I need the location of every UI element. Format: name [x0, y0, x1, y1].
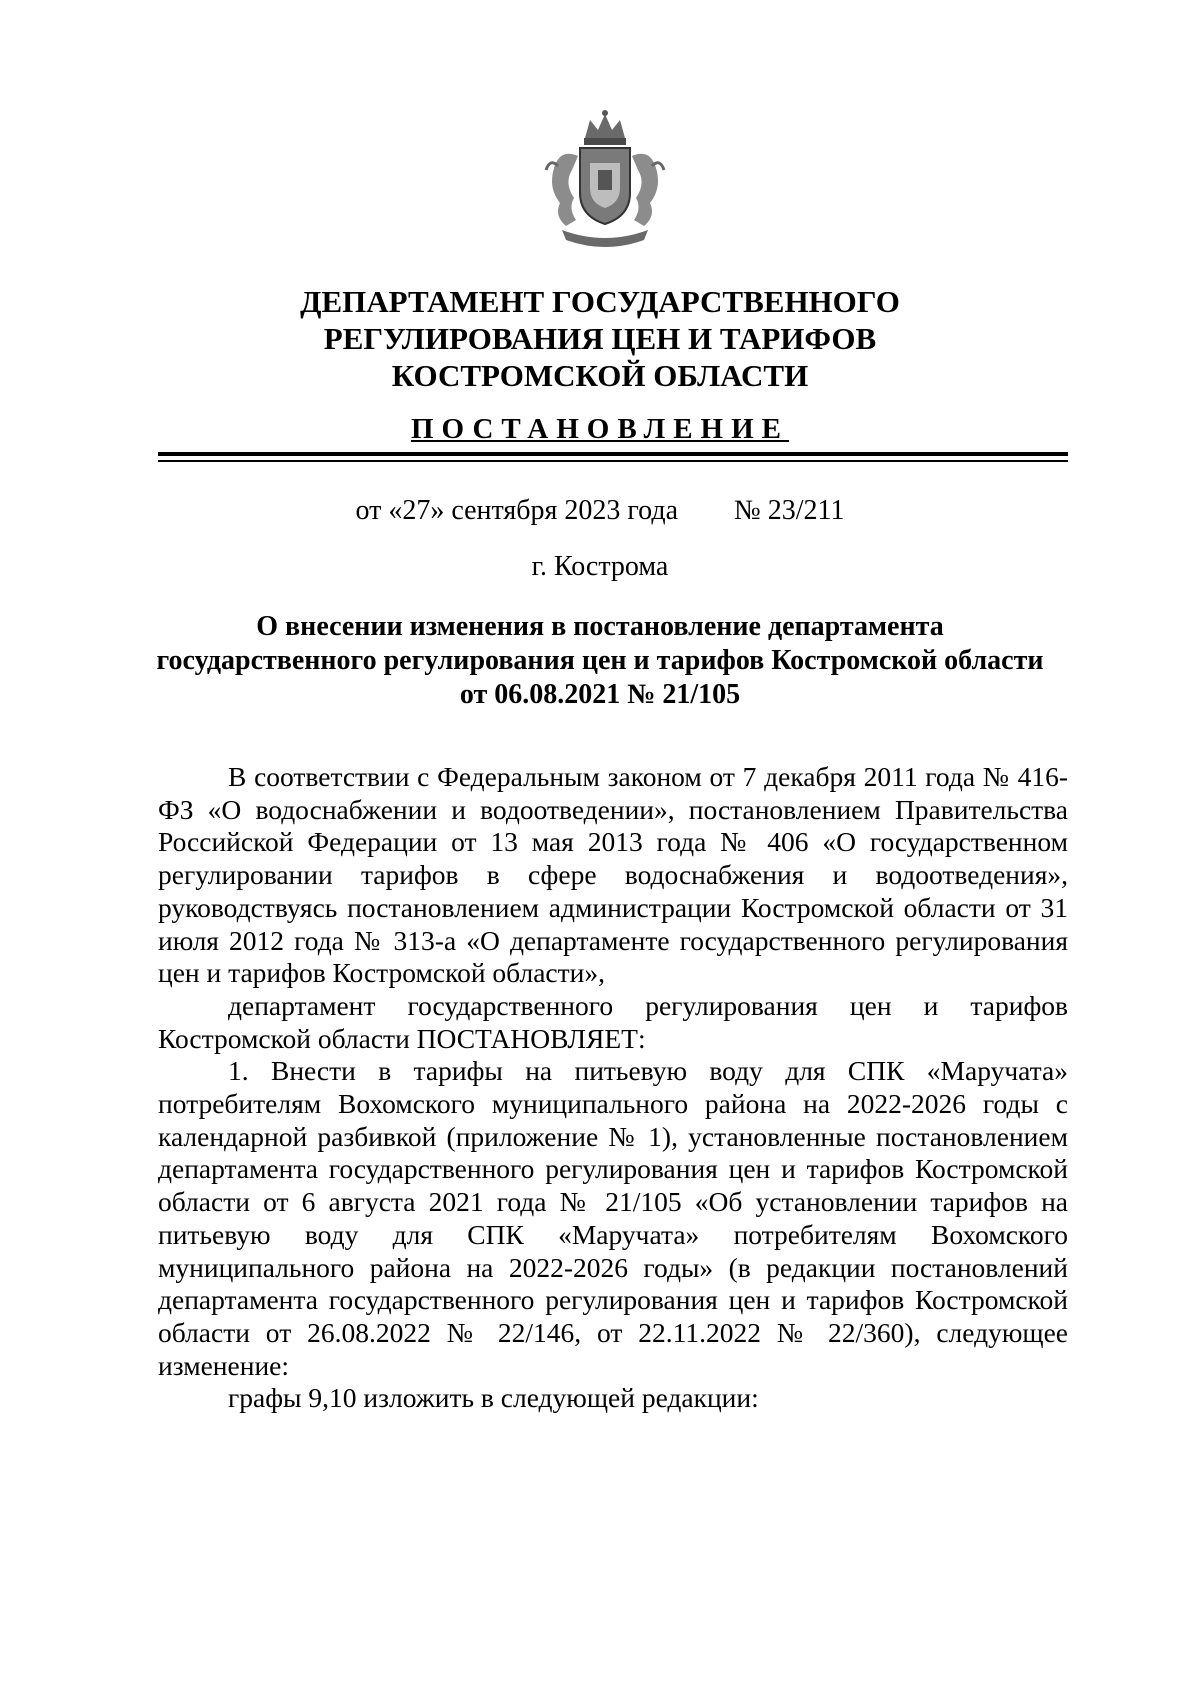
body-paragraph-item-1: 1. Внести в тарифы на питьевую воду для СПК «Маручата» потребителям Вохомского муниципального района на 2022-2026 годы с календарной разбивкой (приложение № 1), установленные постановлением департамента государственного регулирования цен и тарифов Костромской области от 6 августа 2021 года № 21/105 «Об установлении тарифов на питьевую воду для СПК «Маручата» потребителям Вохомского муниципального района на 2022-2026 годы» (в редакции постановлений департамента государственного регулирования цен и тарифов Костромской области от 26.08.2022 № 22/146, от 22.11.2022 № 22/360), следующее изменение: — [158, 1055, 1068, 1381]
document-title-line: О внесении изменения в постановление департамента — [256, 611, 944, 642]
header-divider-thick — [158, 452, 1068, 456]
kostroma-coat-of-arms-icon — [540, 108, 670, 250]
document-number: № 23/211 — [734, 495, 845, 526]
document-body — [158, 761, 1068, 1415]
department-name-line: КОСТРОМСКОЙ ОБЛАСТИ — [391, 358, 809, 393]
department-name — [160, 283, 1040, 394]
document-city: г. Кострома — [531, 551, 669, 582]
department-name-line: ДЕПАРТАМЕНТ ГОСУДАРСТВЕННОГО — [300, 284, 900, 319]
department-name-line: РЕГУЛИРОВАНИЯ ЦЕН И ТАРИФОВ — [323, 321, 877, 356]
document-title-line: от 06.08.2021 № 21/105 — [459, 679, 741, 710]
document-title-line: государственного регулирования цен и тарифов Костромской области — [156, 645, 1044, 676]
document-date-number — [160, 494, 1040, 528]
document-type — [160, 412, 1040, 446]
document-title — [140, 610, 1060, 712]
body-paragraph-preamble: В соответствии с Федеральным законом от 7 декабря 2011 года № 416-ФЗ «О водоснабжении и водоотведении», постановлением Правительства Российской Федерации от 13 мая 2013 года № 406 «О государственном регулировании тарифов в сфере водоснабжения и водоотведения», руководствуясь постановлением администрации Костромской области от 31 июля 2012 года № 313-а «О департаменте государственного регулирования цен и тарифов Костромской области», — [158, 761, 1068, 989]
document-type-label: ПОСТАНОВЛЕНИЕ — [410, 413, 789, 445]
document-date: от «27» сентября 2023 года — [355, 495, 679, 526]
header-divider-thin — [158, 460, 1068, 462]
body-paragraph-columns: графы 9,10 изложить в следующей редакции: — [228, 1382, 759, 1414]
body-paragraph-resolves: департамент государственного регулирования цен и тарифов Костромской области ПОСТАНОВЛЯЕТ: — [158, 989, 1068, 1054]
